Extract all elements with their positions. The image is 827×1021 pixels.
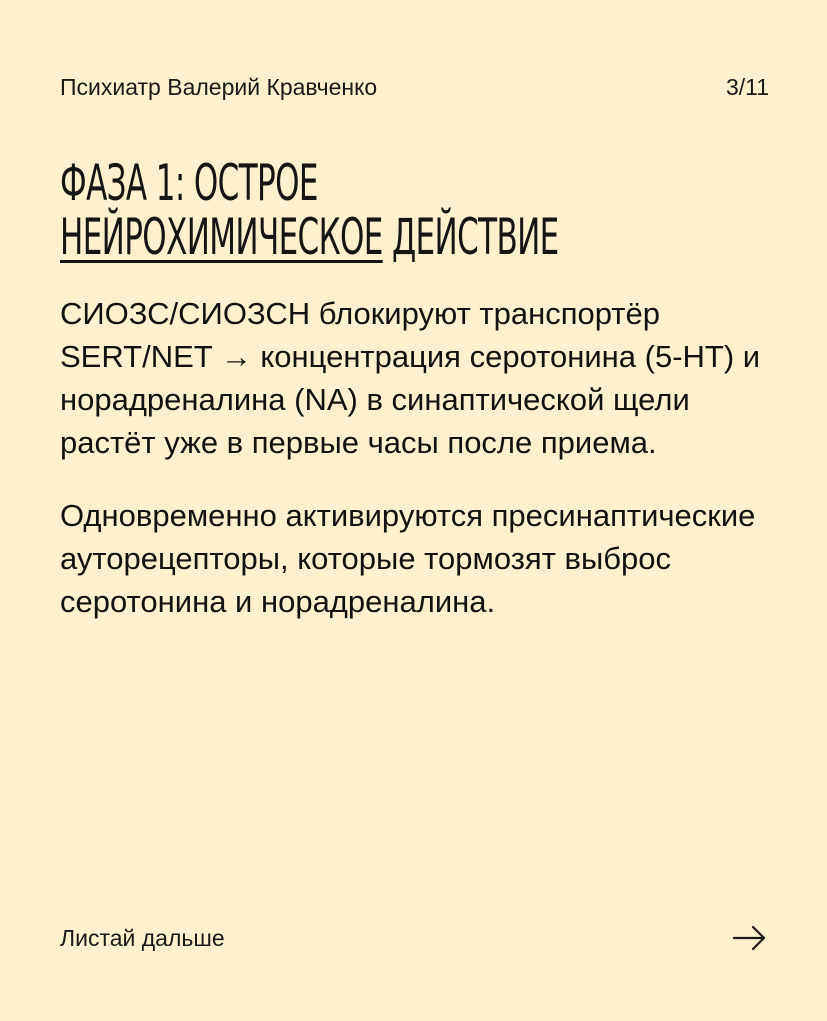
title-underlined-word: НЕЙРОХИМИЧЕСКОЕ	[60, 208, 383, 266]
body-paragraph-2: Одновременно активируются пресинаптические ауторецепторы, которые тормозят выброс серотонина и норадреналина.	[60, 498, 756, 619]
title-line-2-rest: ДЕЙСТВИЕ	[382, 208, 559, 266]
page-counter: 3/11	[725, 74, 769, 100]
title-line-2	[60, 208, 559, 266]
author-name: Психиатр Валерий Кравченко	[60, 74, 378, 100]
title-line-1: ФАЗА 1: ОСТРОЕ	[60, 154, 318, 212]
slide-body	[60, 292, 780, 653]
next-label: Листай дальше	[60, 925, 225, 951]
slide-header	[60, 72, 769, 102]
arrow-right-icon[interactable]	[733, 925, 767, 951]
body-paragraph-1: СИОЗС/СИОЗСН блокируют транспортёр SERT/NET → концентрация серотонина (5-HT) и норадреналина (NA) в синаптической щели растёт уже в первые часы после приема.	[60, 296, 761, 460]
slide-title	[60, 154, 559, 266]
slide-footer	[60, 922, 767, 954]
